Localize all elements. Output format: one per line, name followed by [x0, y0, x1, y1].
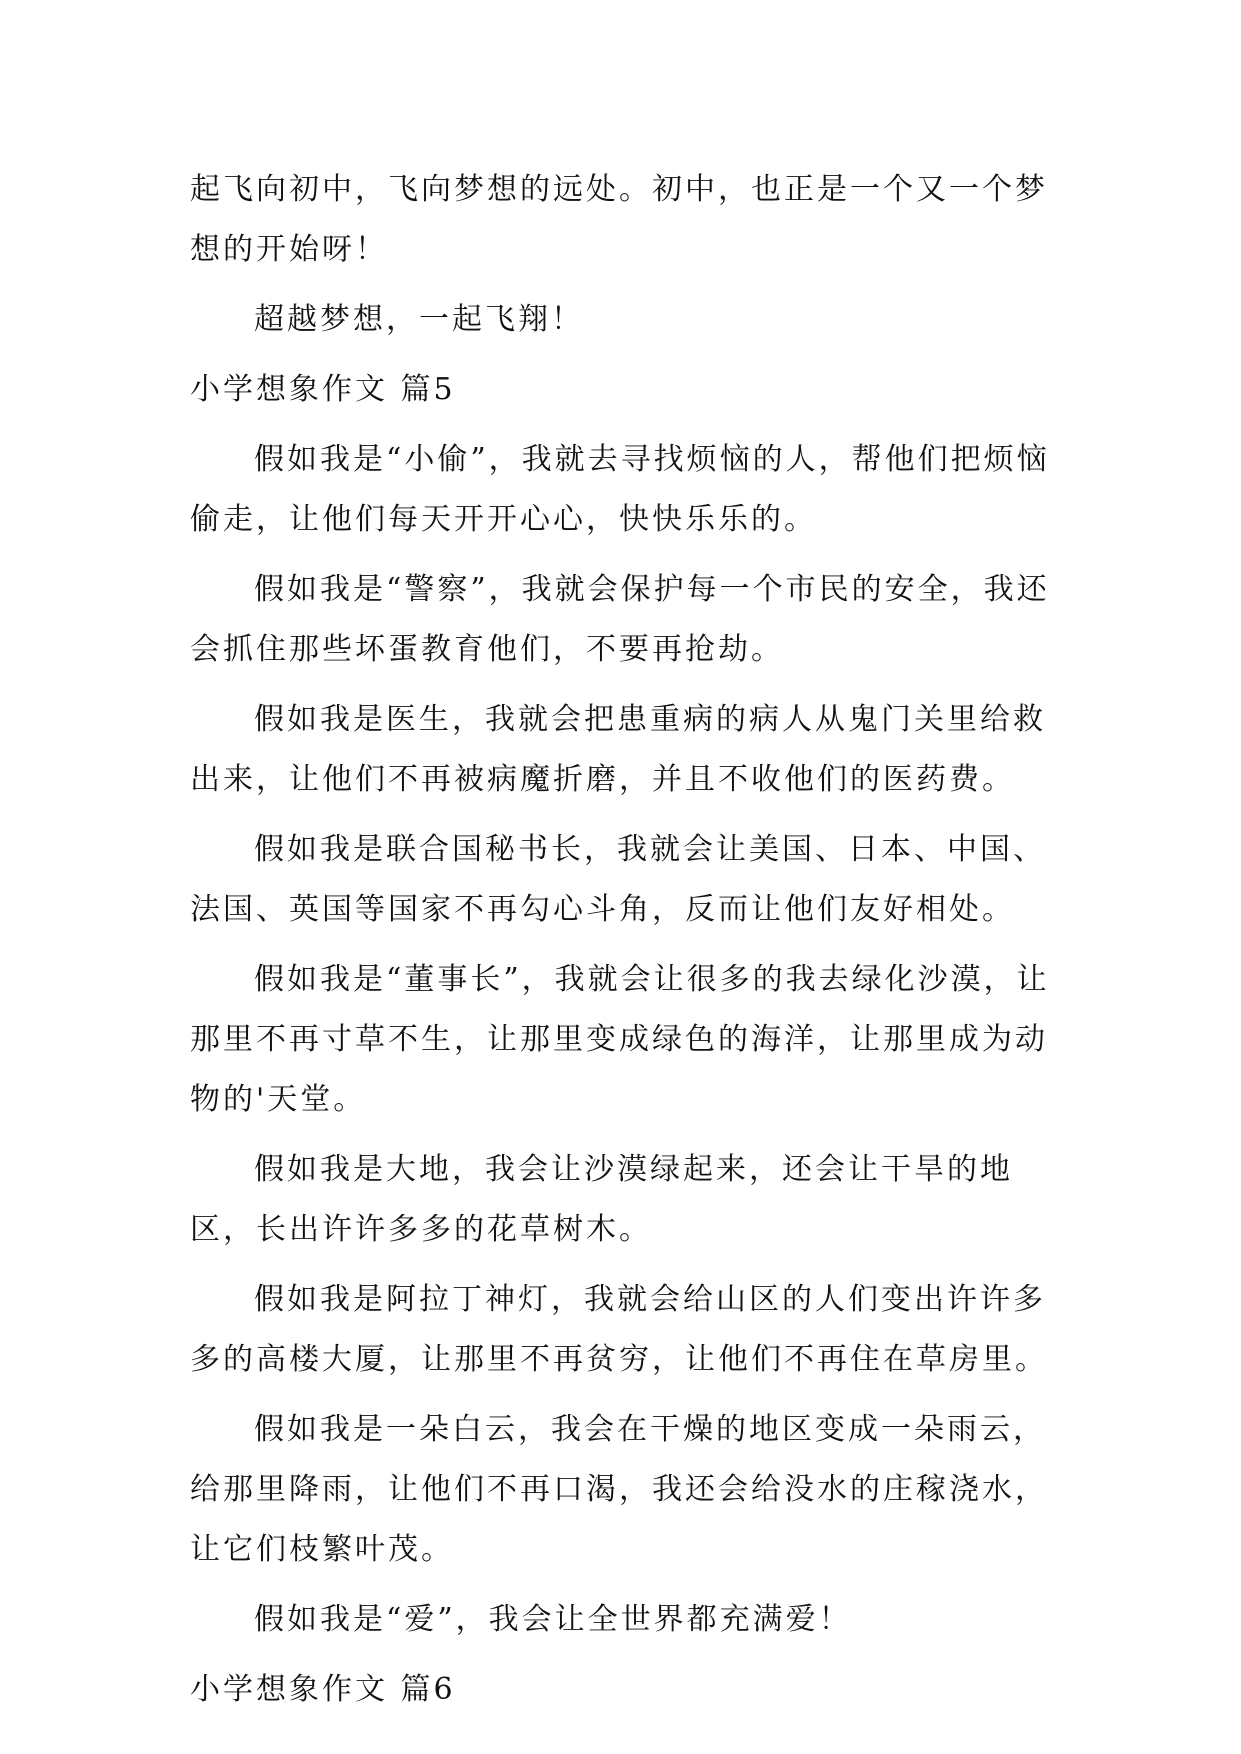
section-heading: 小学想象作文 篇5: [190, 372, 456, 407]
paragraph: 假如我是大地，我会让沙漠绿起来，还会让干旱的地区，长出许许多多的花草树木。: [190, 1152, 1013, 1247]
paragraph: 起飞向初中，飞向梦想的远处。初中，也正是一个又一个梦想的开始呀！: [190, 172, 1048, 267]
paragraph: 假如我是“爱”，我会让全世界都充满爱！: [254, 1602, 852, 1637]
paragraph: 假如我是阿拉丁神灯，我就会给山区的人们变出许许多多的高楼大厦，让那里不再贫穷，让他们不再住在草房里。: [190, 1282, 1048, 1377]
paragraph: 假如我是“董事长”，我就会让很多的我去绿化沙漠，让那里不再寸草不生，让那里变成绿色的海洋，让那里成为动物的'天堂。: [190, 962, 1050, 1117]
paragraph: 假如我是联合国秘书长，我就会让美国、日本、中国、法国、英国等国家不再勾心斗角，反而让他们友好相处。: [190, 832, 1046, 927]
paragraph: 假如我是“小偷”，我就去寻找烦恼的人，帮他们把烦恼偷走，让他们每天开开心心，快快乐乐的。: [190, 442, 1050, 537]
paragraph: 假如我是“警察”，我就会保护每一个市民的安全，我还会抓住那些坏蛋教育他们，不要再抢劫。: [190, 572, 1050, 667]
paragraph: 超越梦想，一起飞翔！: [254, 302, 584, 337]
paragraph: 假如我是医生，我就会把患重病的病人从鬼门关里给救出来，让他们不再被病魔折磨，并且不收他们的医药费。: [190, 702, 1046, 797]
document-body: [190, 160, 1070, 1730]
section-heading: 小学想象作文 篇6: [190, 1672, 456, 1707]
paragraph: 假如我是一朵白云，我会在干燥的地区变成一朵雨云，给那里降雨，让他们不再口渴，我还会给没水的庄稼浇水，让它们枝繁叶茂。: [190, 1412, 1048, 1567]
